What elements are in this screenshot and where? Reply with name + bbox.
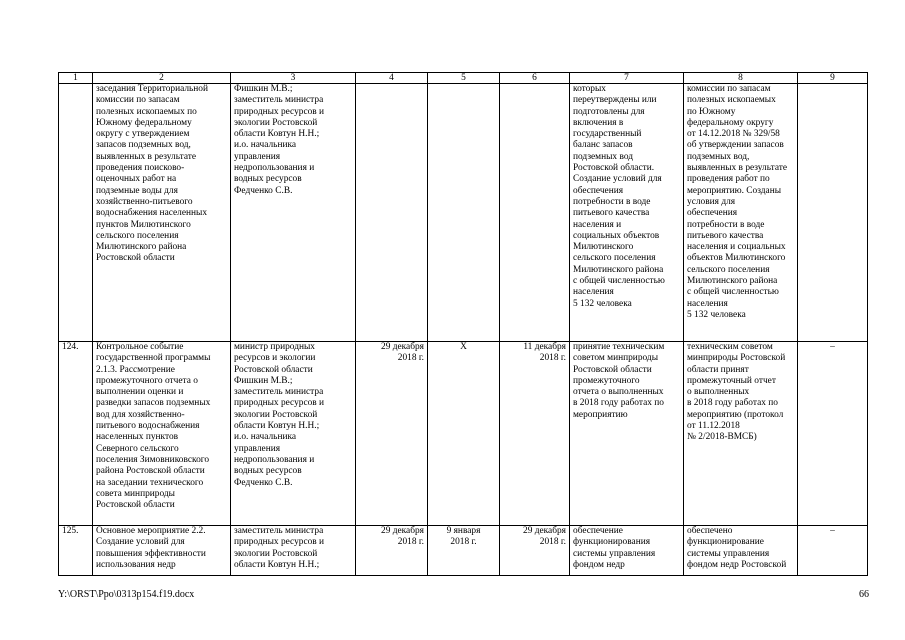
column-number: 9 xyxy=(798,73,868,84)
column-number: 7 xyxy=(570,73,684,84)
expected-result-cell: которых переутверждены или подготовлены для включения в государственный баланс запасов подземных вод Ростовской области. Создание условий для обеспечения потребности в воде питьевого качества населения и социальных объектов Милютинского сельского поселения Милютинского района с общей численностью населения 5 132 человека xyxy=(570,84,684,342)
responsible-cell: Фишкин М.В.; заместитель министра природных ресурсов и экологии Ростовской области Ковтун Н.Н.; и.о. начальника управления недропользования и водных ресурсов Федченко С.В. xyxy=(231,84,356,342)
table-row xyxy=(59,526,868,576)
column-number: 4 xyxy=(356,73,428,84)
fact-date-start-cell xyxy=(428,84,500,342)
column-number: 1 xyxy=(59,73,93,84)
note-cell: – xyxy=(798,526,868,576)
column-number-row xyxy=(59,73,868,84)
fact-date-start-cell: 9 января 2018 г. xyxy=(428,526,500,576)
column-number: 2 xyxy=(93,73,231,84)
plan-date-cell: 29 декабря 2018 г. xyxy=(356,526,428,576)
event-cell: Основное мероприятие 2.2. Создание условий для повышения эффективности использования недр xyxy=(93,526,231,576)
responsible-cell: заместитель министра природных ресурсов и экологии Ростовской области Ковтун Н.Н.; xyxy=(231,526,356,576)
column-number: 8 xyxy=(684,73,798,84)
row-number-cell: 125. xyxy=(59,526,93,576)
fact-date-end-cell: 11 декабря 2018 г. xyxy=(500,342,570,526)
expected-result-cell: обеспечение функционирования системы управления фондом недр xyxy=(570,526,684,576)
page-number: 66 xyxy=(859,589,869,600)
report-table xyxy=(58,72,868,576)
fact-date-start-cell: Х xyxy=(428,342,500,526)
fact-date-end-cell: 29 декабря 2018 г. xyxy=(500,526,570,576)
note-cell xyxy=(798,84,868,342)
note-cell: – xyxy=(798,342,868,526)
responsible-cell: министр природных ресурсов и экологии Ростовской области Фишкин М.В.; заместитель министра природных ресурсов и экологии Ростовской области Ковтун Н.Н.; и.о. начальника управления недропользования и водных ресурсов Федченко С.В. xyxy=(231,342,356,526)
row-number-cell: 124. xyxy=(59,342,93,526)
fact-date-end-cell xyxy=(500,84,570,342)
document-path: Y:\ORST\Ppo\0313p154.f19.docx xyxy=(58,589,195,600)
actual-result-cell: обеспечено функционирование системы управления фондом недр Ростовской xyxy=(684,526,798,576)
actual-result-cell: комиссии по запасам полезных ископаемых по Южному федеральному округу от 14.12.2018 № 329/58 об утверждении запасов подземных вод, выявленных в результате проведения работ по мероприятию. Созданы условия для обеспечения потребности в воде питьевого качества населения и социальных объектов Милютинского сельского поселения Милютинского района с общей численностью населения 5 132 человека xyxy=(684,84,798,342)
actual-result-cell: техническим советом минприроды Ростовской области принят промежуточный отчет о выполненных в 2018 году работах по мероприятию (протокол от 11.12.2018 № 2/2018-ВМСБ) xyxy=(684,342,798,526)
event-cell: Контрольное событие государственной программы 2.1.3. Рассмотрение промежуточного отчета о выполнении оценки и разведки запасов подземных вод для хозяйственно- питьевого водоснабжения населенных пунктов Северного сельского поселения Зимовниковского района Ростовской области на заседании технического совета минприроды Ростовской области xyxy=(93,342,231,526)
event-cell: заседания Территориальной комиссии по запасам полезных ископаемых по Южному федеральному округу с утверждением запасов подземных вод, выявленных в результате проведения поисково- оценочных работ на подземные воды для хозяйственно-питьевого водоснабжения населенных пунктов Милютинского сельского поселения Милютинского района Ростовской области xyxy=(93,84,231,342)
column-number: 3 xyxy=(231,73,356,84)
column-number: 5 xyxy=(428,73,500,84)
plan-date-cell: 29 декабря 2018 г. xyxy=(356,342,428,526)
row-number-cell xyxy=(59,84,93,342)
column-number: 6 xyxy=(500,73,570,84)
plan-date-cell xyxy=(356,84,428,342)
table-row xyxy=(59,342,868,526)
table-row xyxy=(59,84,868,342)
expected-result-cell: принятие техническим советом минприроды Ростовской области промежуточного отчета о выполненных в 2018 году работах по мероприятию xyxy=(570,342,684,526)
